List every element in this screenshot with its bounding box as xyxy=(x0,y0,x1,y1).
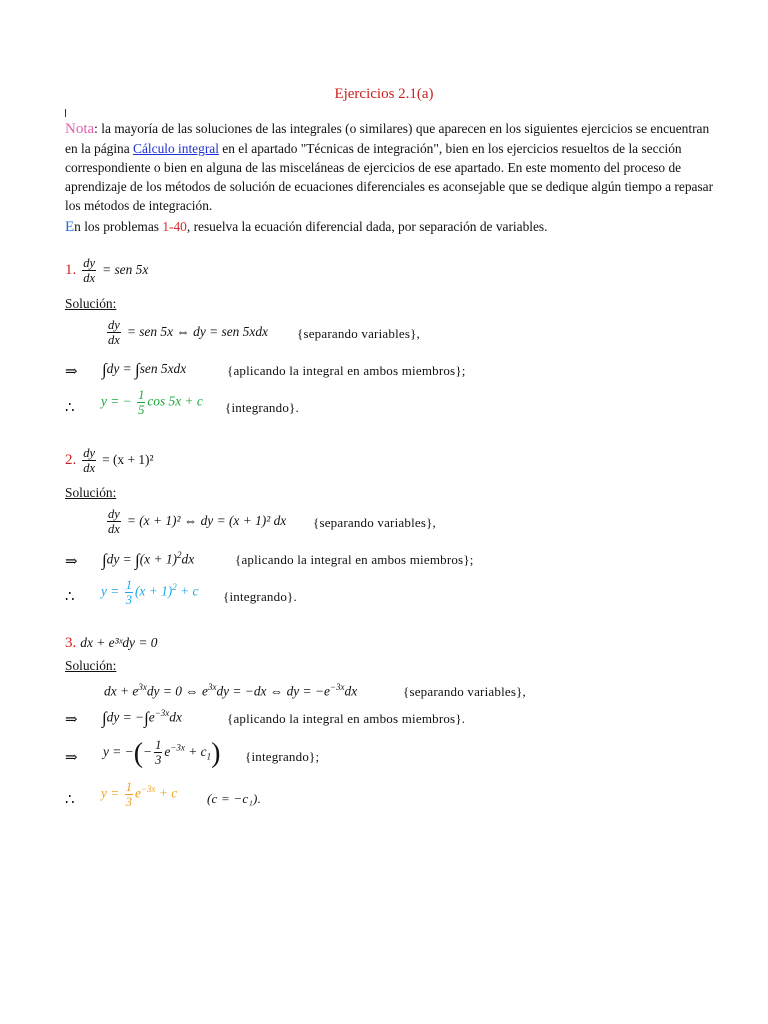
step-1-equation: = (x + 1)² ⇔ dy = (x + 1)² dx xyxy=(126,513,287,529)
problem-2-statement: 2. $\frac{dy}{dx}$ = (x + 1)² xyxy=(65,446,154,475)
implies-icon: ⇒ xyxy=(65,364,78,380)
calculo-integral-link[interactable]: Cálculo integral xyxy=(133,141,219,156)
step-1-note: {separando variables}, xyxy=(297,326,420,341)
page-title: Ejercicios 2.1(a) xyxy=(334,86,434,102)
nota-text-before: : la mayoría de las soluciones de las integrales (o similares) que aparecen en los siguientes ejercicios se encuentran en la página xyxy=(65,121,710,156)
step-2-equation: $\int dy = \int(x + 1)^2dx$ xyxy=(102,550,195,570)
step-2-equation: ∫dy = ∫sen 5xdx xyxy=(102,360,187,379)
intro-first-letter: E xyxy=(65,219,75,235)
solution-label: Solución: xyxy=(65,485,117,500)
problem-2-rhs: = (x + 1)² xyxy=(102,452,154,468)
step-2-note: {aplicando la integral en ambos miembros}. xyxy=(227,711,466,726)
step-1-equation: = sen 5x ⇔ dy = sen 5xdx xyxy=(126,324,268,340)
step-1-note: {separando variables}, xyxy=(403,684,526,699)
problem-number: 1. xyxy=(65,262,77,279)
solution-label: Solución: xyxy=(65,296,117,311)
implies-icon: ⇒ xyxy=(65,712,78,728)
step-3-note: {integrando}. xyxy=(223,589,297,604)
therefore-icon: ∴ xyxy=(65,589,75,605)
therefore-icon: ∴ xyxy=(65,792,75,808)
problem-3-statement xyxy=(65,634,157,652)
intro-line xyxy=(65,219,548,236)
step-3-note: {integrando}; xyxy=(245,749,320,764)
problem-2-step-1: $\frac{dy}{dx}$ = (x + 1)² ⇔ dy = (x + 1)² dx xyxy=(108,507,287,536)
problem-1-rhs: = sen 5x xyxy=(102,262,149,278)
problem-3-equation: dx + e³ˣdy = 0 xyxy=(80,635,158,650)
nota-label: Nota xyxy=(65,121,95,137)
step-3-note: {integrando}. xyxy=(225,400,299,415)
intro-range: 1-40 xyxy=(162,219,187,234)
problem-1-step-2 xyxy=(65,362,78,381)
problem-3-result: y = $\frac{1}{3}$ $e^{-3x} + c$ xyxy=(101,780,178,809)
text-cursor xyxy=(65,109,66,117)
therefore-icon: ∴ xyxy=(65,400,75,416)
nota-paragraph xyxy=(65,119,715,215)
step-3-equation: y = −(− $\frac{1}{3}$ $e^{-3x} + c_1$) xyxy=(103,738,221,769)
problem-number: 2. xyxy=(65,452,77,469)
step-4-note: (c = −c₁). xyxy=(207,791,262,806)
intro-text-a: n los problemas xyxy=(74,219,163,234)
intro-text-b: , resuelva la ecuación diferencial dada, por separación de variables. xyxy=(186,219,548,234)
step-2-note: {aplicando la integral en ambos miembros}; xyxy=(235,552,474,567)
problem-1-result: y = − $\frac{1}{5}$ cos 5x + c xyxy=(101,388,203,417)
implies-icon: ⇒ xyxy=(65,750,78,766)
problem-1-statement: 1. $\frac{dy}{dx}$ = sen 5x xyxy=(65,256,149,285)
problem-2-result: y = $\frac{1}{3}$ $(x + 1)^2 + c$ xyxy=(101,578,199,607)
problem-3-step-1: dx + $e^{3x}dy = 0$ ⇔ $e^{3x}dy = -dx$ ⇔ dy = $-e^{-3x}dx$ xyxy=(104,682,358,699)
step-2-note: {aplicando la integral en ambos miembros}; xyxy=(227,363,466,378)
problem-1-step-1: $\frac{dy}{dx}$ = sen 5x ⇔ dy = sen 5xdx xyxy=(108,318,268,347)
nota-text-after: en el apartado "Técnicas de integración", bien en los ejercicios resueltos de la sección correspondiente o bien en alguna de las misceláneas de ejercicios de ese apartado. En este momento del proceso de aprendizaje de los métodos de solución de ecuaciones diferenciales es aconsejable que se dedique algún tiempo a repasar los métodos de integración. xyxy=(65,141,714,213)
step-1-note: {separando variables}, xyxy=(313,515,436,530)
solution-label: Solución: xyxy=(65,658,117,673)
step-2-equation: $\int dy = -\int e^{-3x}dx$ xyxy=(102,708,182,728)
problem-number: 3. xyxy=(65,635,77,651)
implies-icon: ⇒ xyxy=(65,554,78,570)
